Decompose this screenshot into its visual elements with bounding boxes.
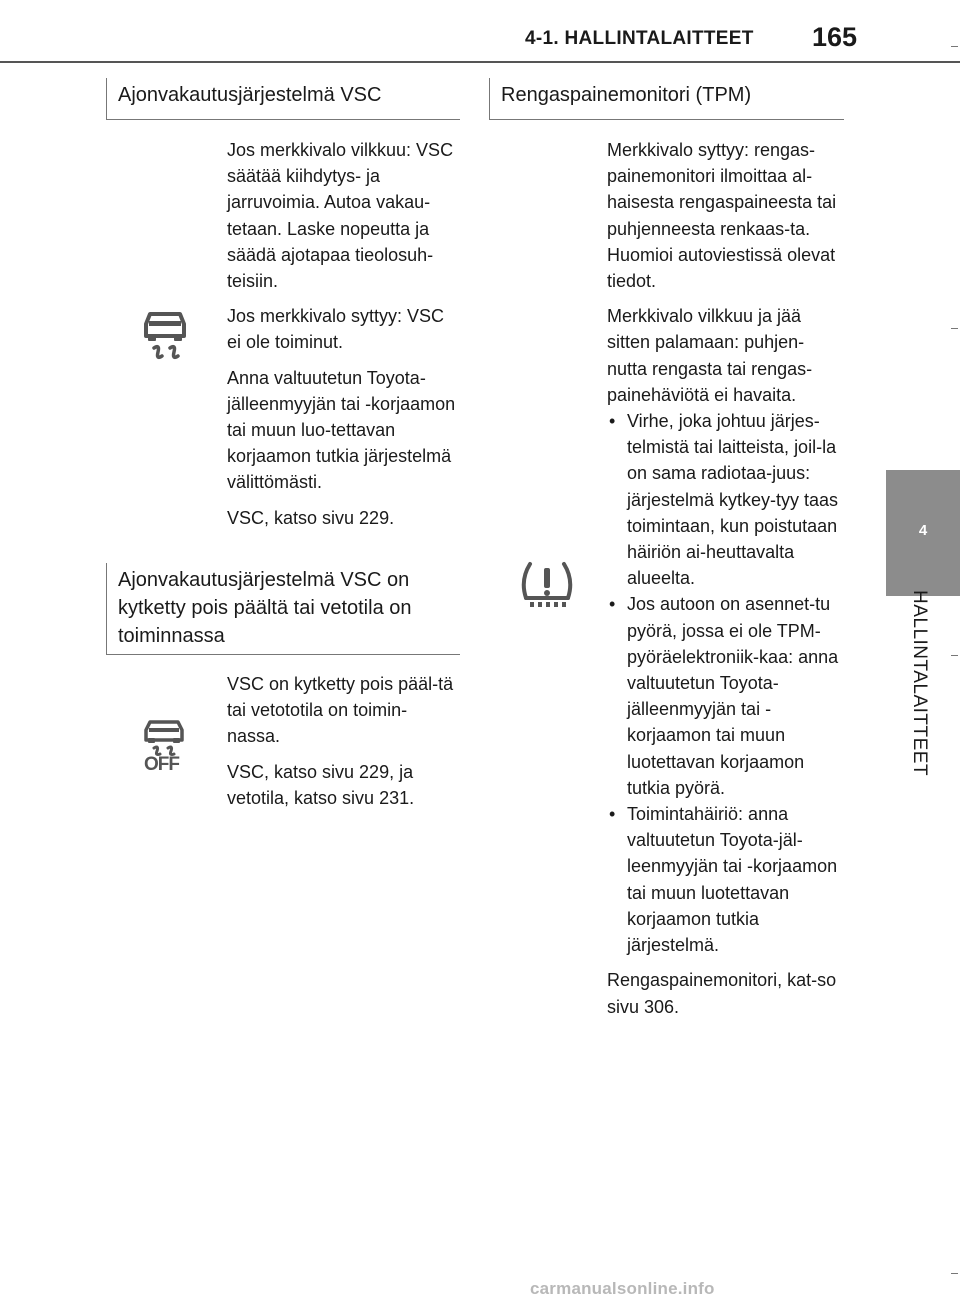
vsc-paragraph: VSC, katso sivu 229. xyxy=(227,507,395,528)
vsc-paragraph: Jos merkkivalo syttyy: VSC ei ole toiminut. xyxy=(227,306,445,353)
watermark-text: carmanualsonline.info xyxy=(530,1279,715,1298)
page-number: 165 xyxy=(812,22,858,52)
tpm-paragraph: Merkkivalo syttyy: rengas-painemonitori ilmoittaa al-haisesta rengaspaineesta tai puhjenneesta renkaas-ta. Huomioi autoviestissä olevat tiedot. xyxy=(607,140,837,292)
crop-mark xyxy=(951,1273,958,1274)
tpm-closing: Rengaspainemonitori, kat-so sivu 306. xyxy=(607,970,837,1017)
vsc-slip-indicator-icon xyxy=(140,308,190,364)
chapter-number: 4 xyxy=(918,522,928,539)
tpm-text-block xyxy=(607,137,842,1020)
tpm-paragraph: Merkkivalo vilkkuu ja jää sitten palamaan: puhjen-nutta rengasta tai rengas-painehäviötä ei havaita. xyxy=(607,306,813,405)
section-title: 4-1. HALLINTALAITTEET xyxy=(525,28,754,49)
tire-pressure-warning-icon xyxy=(518,560,576,610)
tpm-bullet: • Toimintahäiriö: anna valtuutetun Toyota-jäl-leenmyyjän tai -korjaamon tai muun luotettavan korjaamon tutkia järjestelmä. xyxy=(607,801,842,958)
vsc-off-section-heading: Ajonvakautusjärjestelmä VSC on kytketty pois päältä tai vetotila on toiminnassa xyxy=(106,563,460,655)
vsc-off-paragraph: VSC, katso sivu 229, ja vetotila, katso sivu 231. xyxy=(227,761,415,808)
header-rule xyxy=(0,61,960,63)
tpm-section-heading: Rengaspainemonitori (TPM) xyxy=(489,78,844,120)
vsc-paragraph: Anna valtuutetun Toyota-jälleenmyyjän tai -korjaamon tai muun luo-tettavan korjaamon tutkia järjestelmä välittömästi. xyxy=(227,367,456,493)
tpm-bullet: • Jos autoon on asennet-tu pyörä, jossa ei ole TPM-pyöräelektroniik-kaa: anna valtuutetun Toyota-jälleenmyyjän tai -korjaamon tai muun luotettavan korjaamon tutkia pyörä. xyxy=(607,591,842,801)
crop-mark xyxy=(951,46,958,47)
vsc-off-indicator-icon xyxy=(142,718,188,774)
vsc-text-block xyxy=(227,137,457,531)
vsc-paragraph: Jos merkkivalo vilkkuu: VSC säätää kiihdytys- ja jarruvoimia. Autoa vakau-tetaan. Laske nopeutta ja säädä ajotapaa tieolosuh-teisiin. xyxy=(227,140,454,292)
vsc-off-paragraph: VSC on kytketty pois pääl-tä tai vetototila on toimin-nassa. xyxy=(227,674,454,747)
chapter-title-vertical: HALLINTALAITTEET xyxy=(909,590,930,777)
crop-mark xyxy=(951,328,958,329)
crop-mark xyxy=(951,655,958,656)
tpm-bullet: • Virhe, joka johtuu järjes-telmistä tai laitteista, joil-la on sama radiotaa-juus: järjestelmä kytkey-tyy taas toimintaan, kun poistutaan häiriön ai-heuttavalta alueelta. xyxy=(607,408,842,591)
vsc-off-text-block xyxy=(227,671,459,811)
vsc-section-heading: Ajonvakautusjärjestelmä VSC xyxy=(106,78,460,120)
vsc-off-label: OFF xyxy=(144,754,179,775)
